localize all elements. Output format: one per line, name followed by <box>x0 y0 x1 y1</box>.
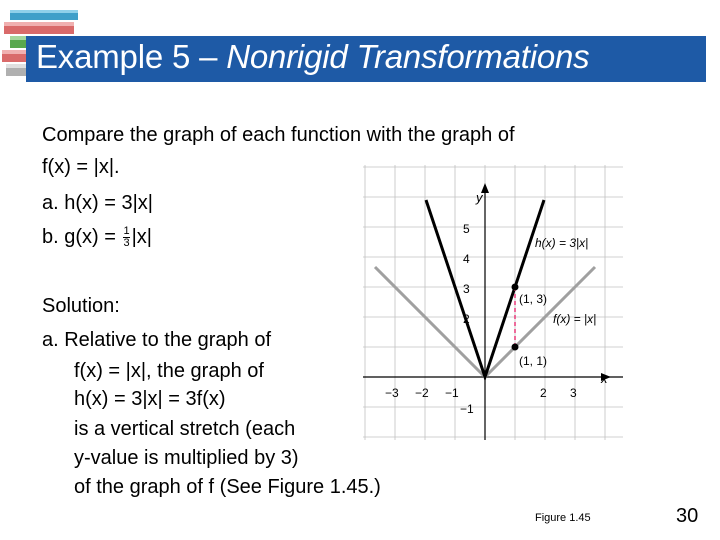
slide-title: Example 5 – Nonrigid Transformations <box>36 38 590 75</box>
part-b-suffix: |x| <box>131 226 152 248</box>
solution-line: is a vertical stretch (each <box>74 418 296 440</box>
solution-line: f(x) = |x|, the graph of <box>74 360 264 382</box>
h-function-label: h(x) = 3|x| <box>535 236 589 250</box>
x-axis-label: x <box>601 371 608 386</box>
y-tick-label: 4 <box>463 252 470 266</box>
problem-part-a: a. h(x) = 3|x| <box>42 192 153 214</box>
y-tick-label: 3 <box>463 282 470 296</box>
solution-line: y-value is multiplied by 3) <box>74 447 299 469</box>
solution-line: a. Relative to the graph of <box>42 329 272 351</box>
point-1-3-label: (1, 3) <box>519 292 548 306</box>
solution-heading: Solution: <box>42 295 120 317</box>
page-number: 30 <box>676 505 699 527</box>
x-tick-label: −1 <box>445 386 459 400</box>
y-axis-label: y <box>476 190 483 205</box>
x-tick-label: 2 <box>540 386 547 400</box>
transformation-graph <box>363 165 623 440</box>
point-1-1-label: (1, 1) <box>519 354 548 368</box>
y-tick-label: −1 <box>460 402 474 416</box>
solution-line: of the graph of f (See Figure 1.45.) <box>74 476 381 498</box>
fraction-one-third: $\frac{1}{3}$ <box>123 225 130 250</box>
point-1-3 <box>512 284 519 291</box>
solution-line: h(x) = 3|x| = 3f(x) <box>74 388 226 410</box>
x-tick-label: −2 <box>415 386 429 400</box>
x-tick-label: 3 <box>570 386 577 400</box>
f-function-label: f(x) = |x| <box>553 312 597 326</box>
problem-part-b <box>42 224 152 250</box>
problem-intro-line-2: f(x) = |x|. <box>42 156 120 178</box>
y-tick-label: 2 <box>463 312 470 326</box>
part-b-prefix: b. g(x) = <box>42 226 122 248</box>
problem-intro-line-1: Compare the graph of each function with the graph of <box>42 124 515 146</box>
x-tick-label: −3 <box>385 386 399 400</box>
point-1-1 <box>512 344 519 351</box>
figure-caption: Figure 1.45 <box>535 512 591 524</box>
y-tick-label: 5 <box>463 222 470 236</box>
